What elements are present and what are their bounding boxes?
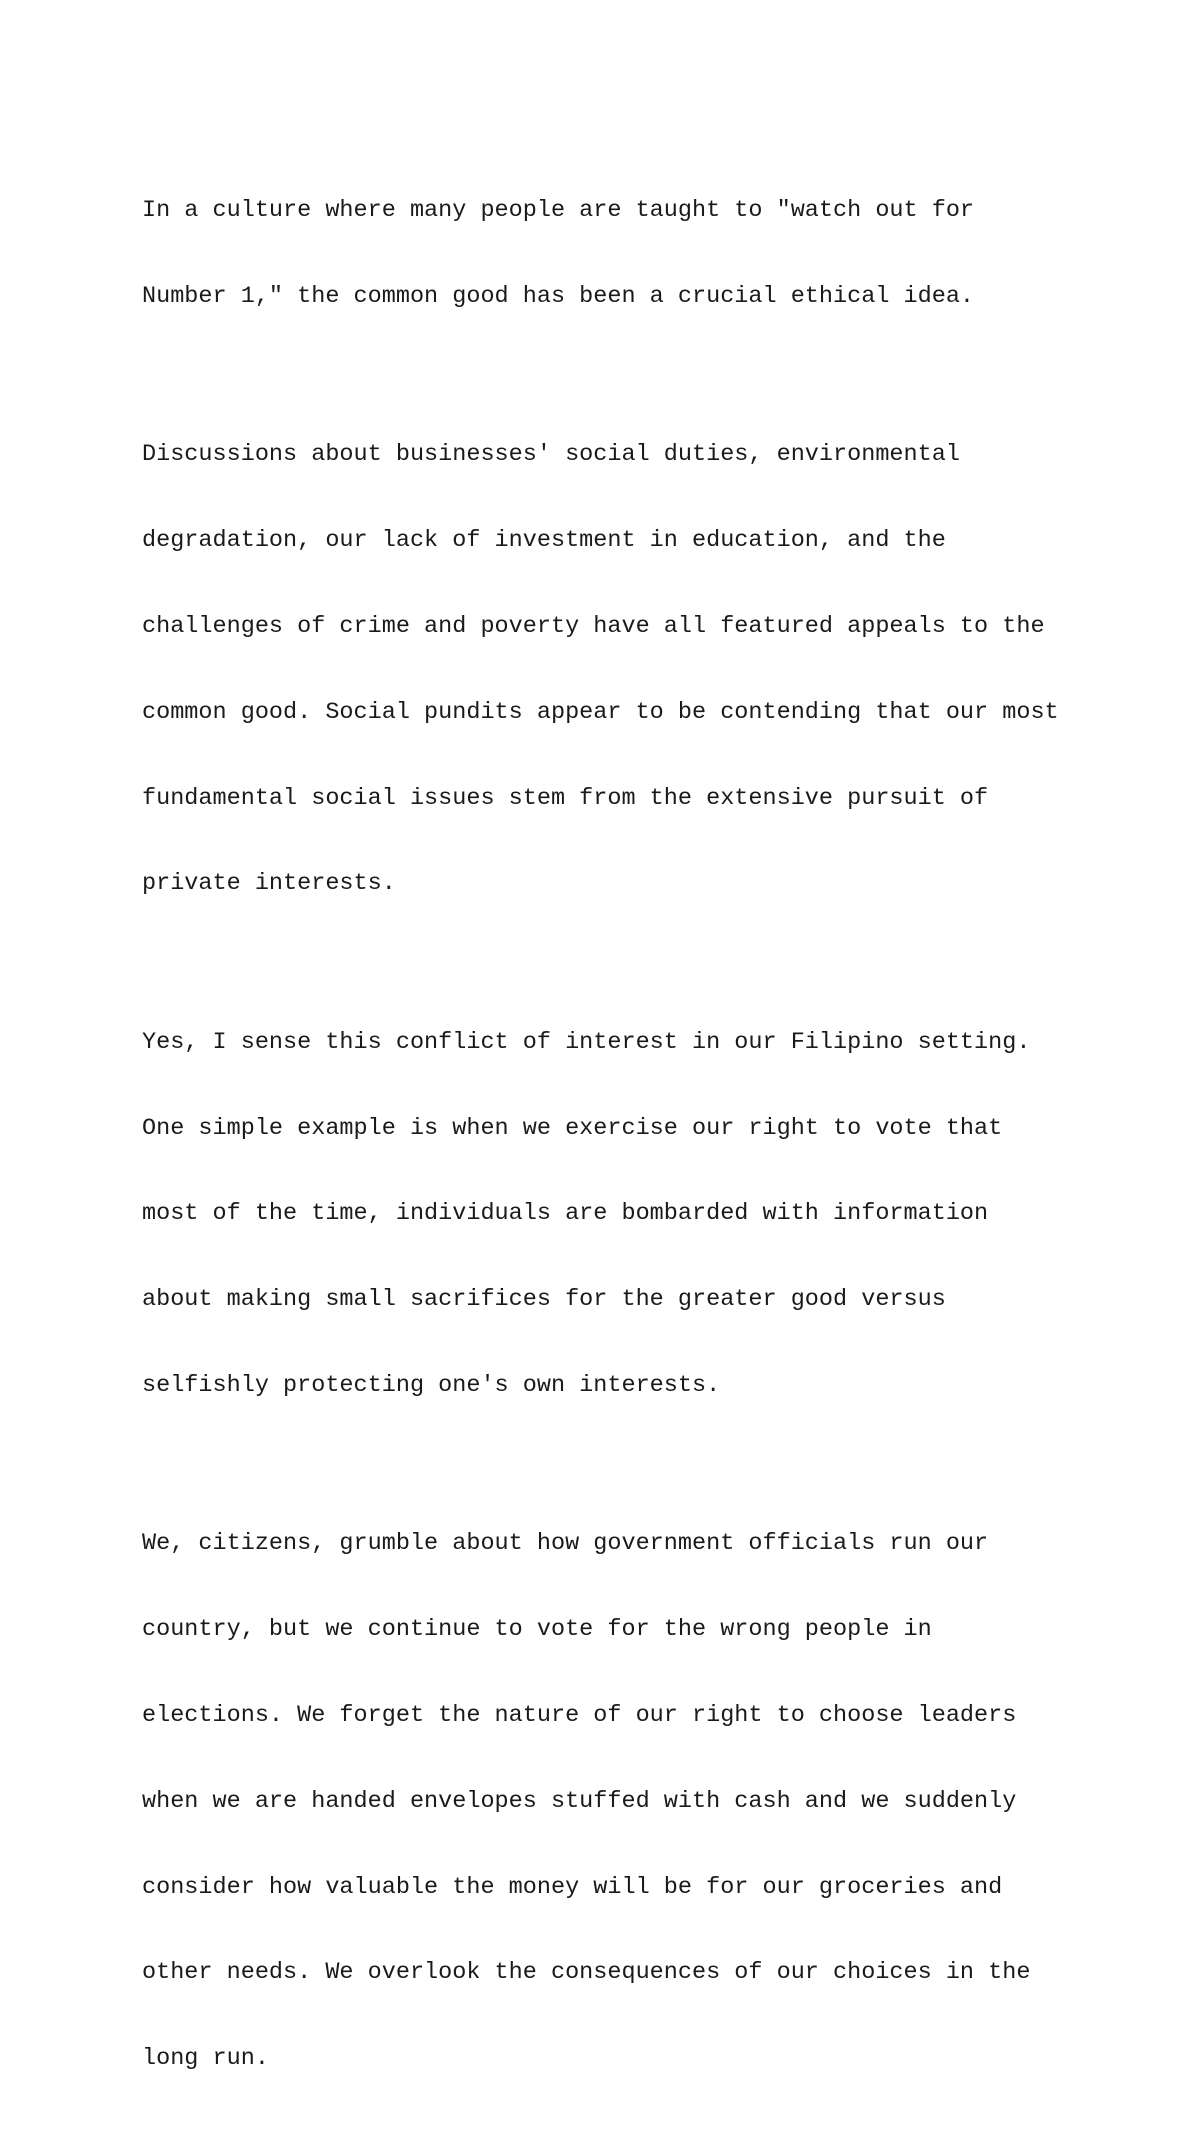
text-line: common good. Social pundits appear to be contending that our most	[142, 698, 1059, 726]
text-line: most of the time, individuals are bombarded with information	[142, 1200, 989, 1228]
paragraph-3	[142, 972, 1082, 1458]
text-line: about making small sacrifices for the greater good versus	[142, 1286, 946, 1314]
text-line: Discussions about businesses' social duties, environmental	[142, 441, 960, 469]
text-line: private interests.	[142, 870, 396, 898]
text-line: consider how valuable the money will be for our groceries and	[142, 1873, 1003, 1901]
text-line: country, but we continue to vote for the wrong people in	[142, 1616, 932, 1644]
text-line: One simple example is when we exercise our right to vote that	[142, 1114, 1003, 1142]
text-line: when we are handed envelopes stuffed with cash and we suddenly	[142, 1787, 1017, 1815]
text-line: We, citizens, grumble about how government officials run our	[142, 1530, 989, 1558]
paragraph-1	[142, 140, 1082, 369]
text-line: Yes, I sense this conflict of interest in our Filipino setting.	[142, 1028, 1031, 1056]
text-line: selfishly protecting one's own interests.	[142, 1371, 721, 1399]
paragraph-4	[142, 1473, 1082, 2131]
text-line: Number 1," the common good has been a crucial ethical idea.	[142, 282, 975, 310]
text-line: other needs. We overlook the consequences of our choices in the	[142, 1959, 1031, 1987]
text-line: challenges of crime and poverty have all featured appeals to the	[142, 613, 1045, 640]
text-line: degradation, our lack of investment in education, and the	[142, 527, 946, 555]
text-line: fundamental social issues stem from the extensive pursuit of	[142, 784, 989, 812]
text-line: long run.	[142, 2045, 269, 2073]
text-line: elections. We forget the nature of our right to choose leaders	[142, 1701, 1017, 1729]
text-line: In a culture where many people are taught to "watch out for	[142, 197, 975, 225]
paragraph-2	[142, 384, 1082, 956]
document-body	[142, 140, 1082, 2146]
